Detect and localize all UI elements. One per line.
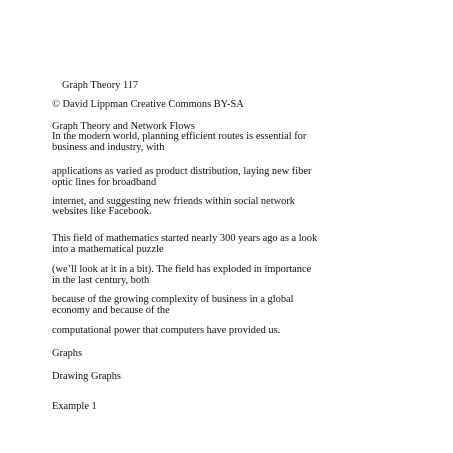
heading-example-1: Example 1 [52,401,97,412]
paragraph-5-line-1: (we’ll look at it in a bit). The field has exploded in importance [52,264,312,275]
heading-graphs: Graphs [52,348,83,359]
paragraph-6-line-2: economy and because of the [52,305,170,316]
paragraph-2-line-2: optic lines for broadband [52,177,157,188]
paragraph-3-line-2: websites like Facebook. [52,206,152,217]
paragraph-7-line-1: computational power that computers have provided us. [52,325,281,336]
paragraph-1-line-2: business and industry, with [52,142,165,153]
paragraph-1-line-1: In the modern world, planning efficient routes is essential for [52,131,307,142]
paragraph-4-line-1: This field of mathematics started nearly 300 years ago as a look [52,233,318,244]
section-title: Graph Theory and Network Flows [52,121,195,132]
paragraph-4-line-2: into a mathematical puzzle [52,244,164,255]
heading-drawing-graphs: Drawing Graphs [52,371,121,382]
copyright-line: © David Lippman Creative Commons BY-SA [52,99,244,110]
paragraph-6-line-1: because of the growing complexity of business in a global [52,294,294,305]
paragraph-2-line-1: applications as varied as product distribution, laying new fiber [52,166,312,177]
running-header: Graph Theory 117 [62,80,139,91]
paragraph-5-line-2: in the last century, both [52,275,150,286]
paragraph-3-line-1: internet, and suggesting new friends within social network [52,196,295,207]
